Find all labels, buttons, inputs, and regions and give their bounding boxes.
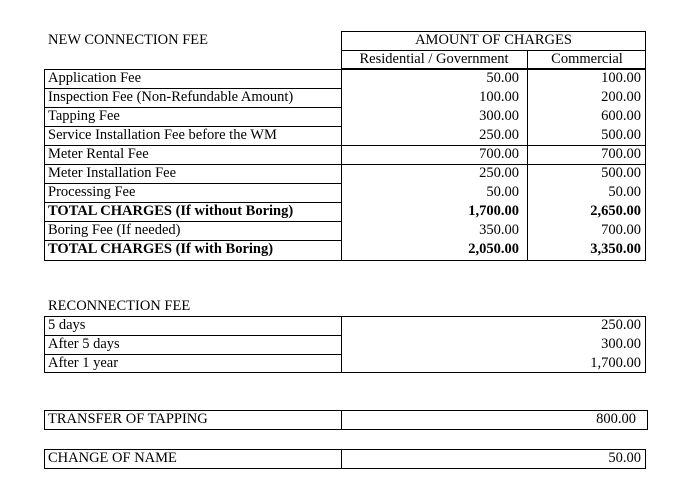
change-name-label: CHANGE OF NAME	[48, 450, 177, 466]
reconnection-label-after-1-year: After 1 year	[48, 355, 119, 371]
fee-res-tapping: 300.00	[479, 108, 519, 124]
fee-res-service-installation: 250.00	[479, 127, 519, 143]
residential-column-header: Residential / Government	[359, 51, 509, 67]
change-name-value: 50.00	[608, 450, 641, 466]
commercial-column-header: Commercial	[551, 51, 623, 67]
fee-res-boring: 350.00	[479, 222, 519, 238]
fee-label-inspection: Inspection Fee (Non-Refundable Amount)	[48, 89, 294, 105]
total-without-boring-com: 2,650.00	[590, 203, 641, 219]
fee-res-processing: 50.00	[486, 184, 519, 200]
fee-com-meter-installation: 500.00	[601, 165, 641, 181]
fee-com-boring: 700.00	[601, 222, 641, 238]
new-connection-title: NEW CONNECTION FEE	[48, 32, 209, 48]
fee-label-meter-rental: Meter Rental Fee	[48, 146, 149, 162]
fee-com-inspection: 200.00	[601, 89, 641, 105]
reconnection-value-after-5-days: 300.00	[601, 336, 641, 352]
fee-com-meter-rental: 700.00	[601, 146, 641, 162]
fee-res-application: 50.00	[486, 70, 519, 86]
reconnection-label-after-5-days: After 5 days	[48, 336, 120, 352]
reconnection-value-5-days: 250.00	[601, 317, 641, 333]
total-without-boring-label: TOTAL CHARGES (If without Boring)	[48, 203, 294, 219]
fee-res-inspection: 100.00	[479, 89, 519, 105]
transfer-value: 800.00	[596, 411, 636, 427]
total-with-boring-res: 2,050.00	[468, 241, 519, 257]
fee-com-tapping: 600.00	[601, 108, 641, 124]
fee-com-service-installation: 500.00	[601, 127, 641, 143]
fee-label-tapping: Tapping Fee	[48, 108, 120, 124]
fee-com-application: 100.00	[601, 70, 641, 86]
reconnection-value-after-1-year: 1,700.00	[590, 355, 641, 371]
amount-of-charges-header: AMOUNT OF CHARGES	[415, 32, 572, 48]
fee-label-meter-installation: Meter Installation Fee	[48, 165, 177, 181]
fee-label-application: Application Fee	[48, 70, 142, 86]
fee-label-boring: Boring Fee (If needed)	[48, 222, 181, 238]
total-with-boring-com: 3,350.00	[590, 241, 641, 257]
reconnection-title: RECONNECTION FEE	[48, 298, 191, 314]
total-with-boring-label: TOTAL CHARGES (If with Boring)	[48, 241, 274, 257]
fee-label-service-installation: Service Installation Fee before the WM	[48, 127, 277, 143]
total-without-boring-res: 1,700.00	[468, 203, 519, 219]
reconnection-label-5-days: 5 days	[48, 317, 86, 333]
fee-res-meter-rental: 700.00	[479, 146, 519, 162]
fee-com-processing: 50.00	[608, 184, 641, 200]
fee-res-meter-installation: 250.00	[479, 165, 519, 181]
transfer-label: TRANSFER OF TAPPING	[48, 411, 208, 427]
fee-label-processing: Processing Fee	[48, 184, 136, 200]
